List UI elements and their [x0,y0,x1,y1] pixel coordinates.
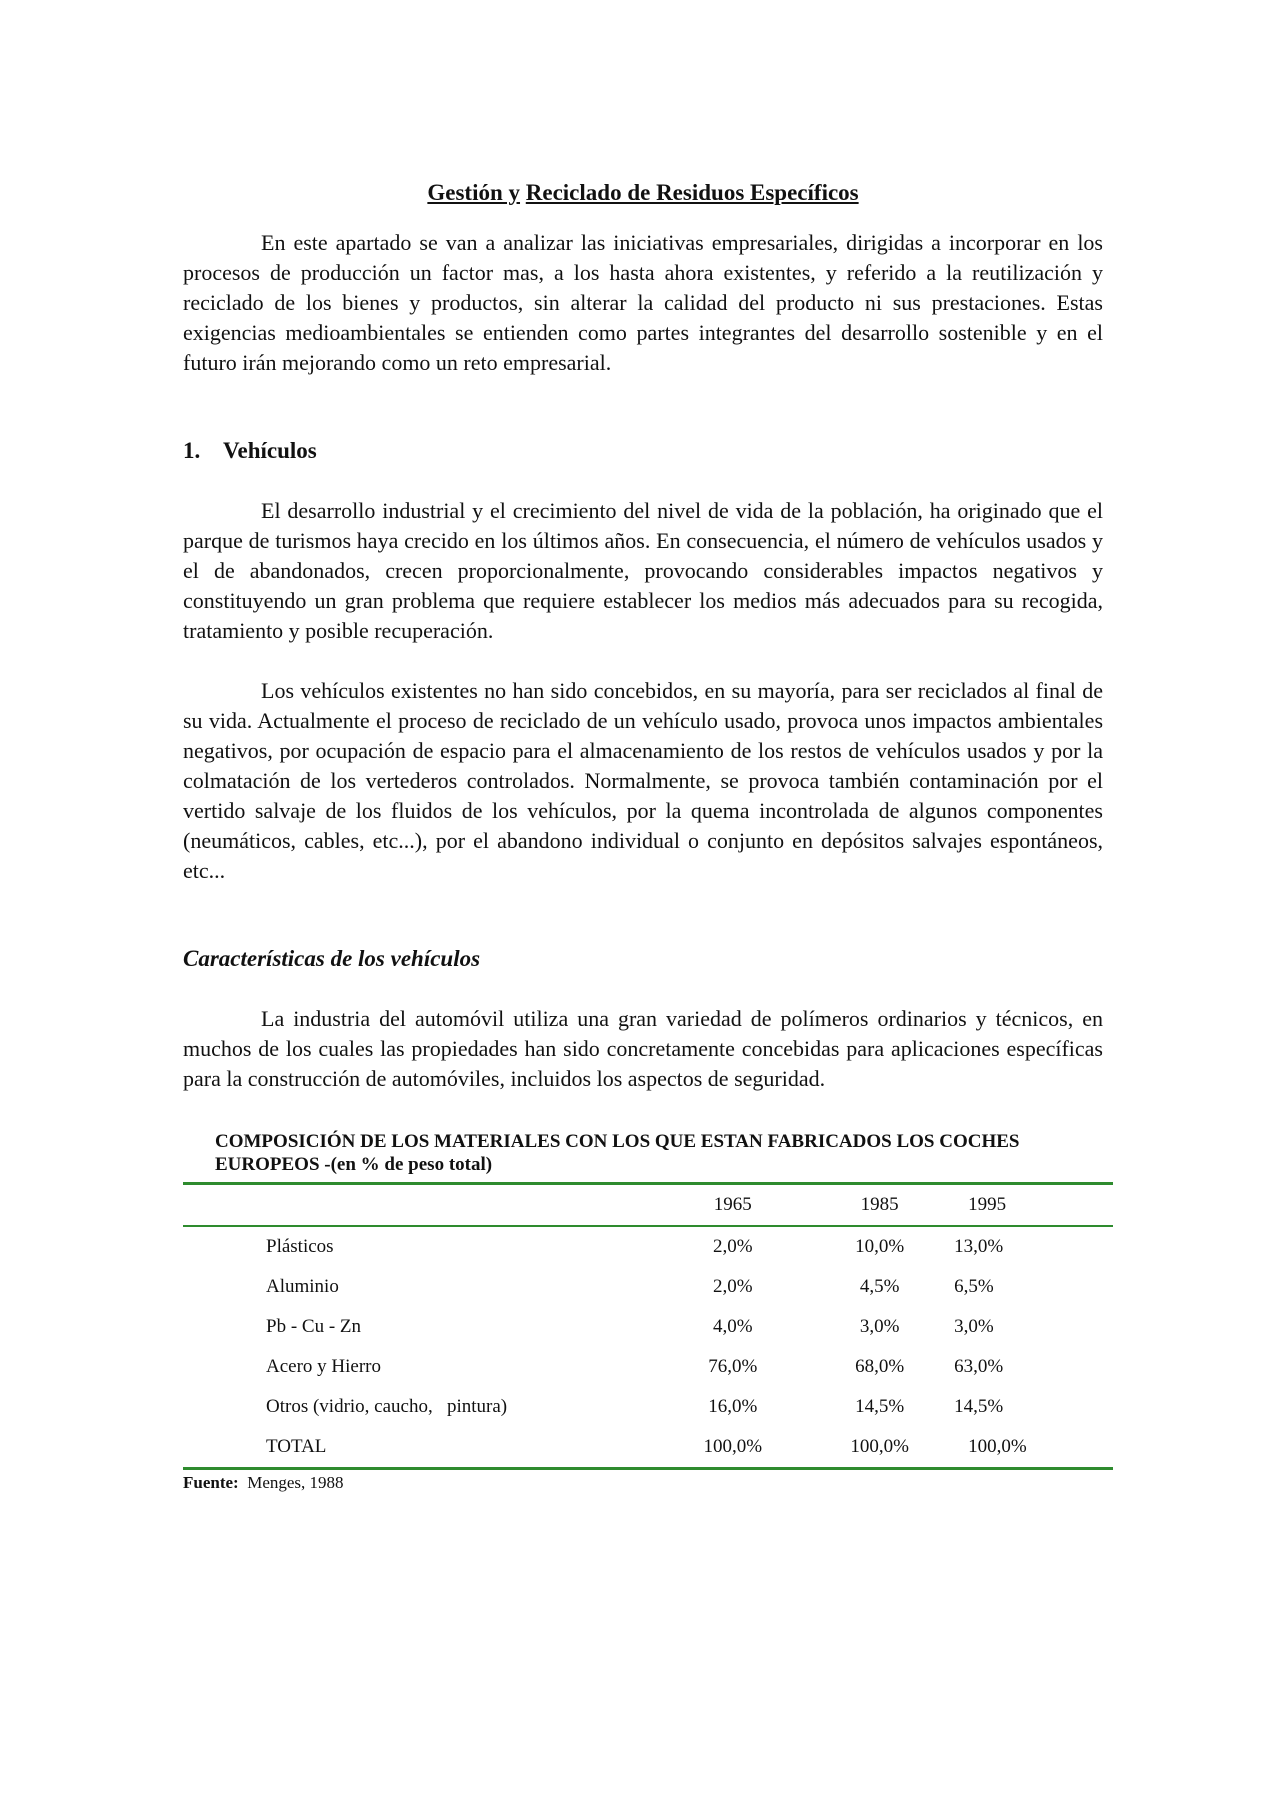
page-title [183,178,1103,208]
row-label: Acero y Hierro [266,1356,382,1377]
table-row [183,1387,1113,1427]
table-row [183,1226,1113,1267]
vehiculos-paragraph-2: Los vehículos existentes no han sido concebidos, en su mayoría, para ser reciclados al final de su vida. Actualmente el proceso de reciclado de un vehículo usado, provoca unos impactos ambientales negativos, por ocupación de espacio para el almacenamiento de los restos de vehículos usados y por la colmatación de los vertederos controlados. Normalmente, se provoca también contaminación por el vertido salvaje de los fluidos de los vehículos, por la quema incontrolada de algunos componentes (neumáticos, cables, etc...), por el abandono individual o conjunto en depósitos salvajes espontáneos, etc... [183,678,1103,883]
row-label: Plásticos [266,1236,334,1257]
cell-1985: 10,0% [855,1236,905,1257]
source-text: Menges, 1988 [247,1473,344,1492]
row-label: Otros (vidrio, caucho, pintura) [266,1396,508,1417]
cell-1995: 63,0% [954,1356,1004,1377]
table-header-1995: 1995 [954,1184,1113,1227]
cell-1985: 4,5% [859,1276,900,1297]
subsection-heading: Características de los vehículos [183,946,481,971]
intro-paragraph: En este apartado se van a analizar las iniciativas empresariales, dirigidas a incorporar en los procesos de producción un factor mas, a los hasta ahora existentes, y referido a la reutilización y reciclado de los bienes y productos, sin alterar la calidad del producto ni sus prestaciones. Estas exigencias medioambientales se entienden como partes integrantes del desarrollo sostenible y en el futuro irán mejorando como un reto empresarial. [183,230,1103,375]
table-source: Fuente: Menges, 1988 [183,1473,344,1492]
table-title: COMPOSICIÓN DE LOS MATERIALES CON LOS QUE ESTAN FABRICADOS LOS COCHES EUROPEOS -(en % de peso total) [215,1131,1020,1175]
table-row-total [183,1427,1113,1469]
cell-1995: 13,0% [954,1236,1004,1257]
section-heading-vehiculos [183,436,1103,466]
cell-1965: 2,0% [712,1276,753,1297]
cell-1995: 3,0% [954,1316,994,1337]
table-header-1985: 1985 [805,1184,954,1227]
cell-1985: 14,5% [855,1396,905,1417]
cell-1965: 76,0% [708,1356,758,1377]
composition-table [183,1182,1113,1470]
row-label: Aluminio [266,1276,339,1297]
source-label: Fuente [183,1473,234,1492]
table-header-row [183,1184,1113,1227]
cell-1965: 100,0% [660,1427,805,1469]
caracteristicas-paragraph: La industria del automóvil utiliza una gran variedad de polímeros ordinarios y técnicos, en muchos de los cuales las propiedades han sido concretamente concebidas para aplicaciones específicas para la construcción de automóviles, incluidos los aspectos de seguridad. [183,1006,1103,1091]
cell-1995: 6,5% [954,1276,994,1297]
table-row [183,1307,1113,1347]
table-row [183,1267,1113,1307]
cell-1965: 16,0% [708,1396,758,1417]
section-number: 1. [183,438,201,463]
title-part-2: Reciclado de Residuos Específicos [525,180,859,205]
cell-1985: 68,0% [855,1356,905,1377]
cell-1985: 3,0% [859,1316,900,1337]
vehiculos-paragraph-1: El desarrollo industrial y el crecimiento del nivel de vida de la población, ha originado que el parque de turismos haya crecido en los últimos años. En consecuencia, el número de vehículos usados y el de abandonados, crecen proporcionalmente, provocando considerables impactos negativos y constituyendo un gran problema que requiere establecer los medios más adecuados para su recogida, tratamiento y posible recuperación. [183,498,1103,643]
row-label: Pb - Cu - Zn [266,1316,361,1337]
table-header-1965: 1965 [660,1184,805,1227]
cell-1965: 4,0% [712,1316,753,1337]
row-label: TOTAL [183,1427,660,1469]
table-row [183,1347,1113,1387]
table-header-label [183,1184,660,1227]
cell-1995: 14,5% [954,1396,1004,1417]
title-part-1: Gestión y [427,180,521,205]
section-title: Vehículos [223,438,317,463]
cell-1985: 100,0% [805,1427,954,1469]
cell-1965: 2,0% [712,1236,753,1257]
document-page [183,178,1103,1494]
cell-1995: 100,0% [954,1427,1113,1469]
